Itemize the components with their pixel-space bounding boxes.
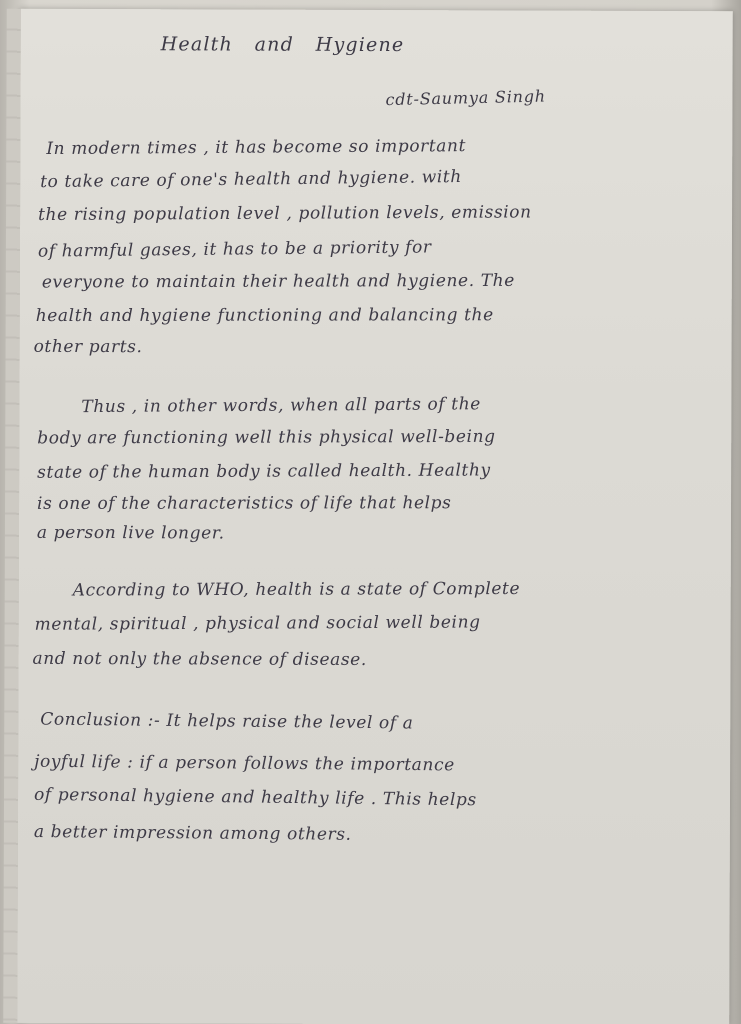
author-name: cdt-Saumya Singh: [385, 86, 547, 110]
text-line: other parts.: [33, 336, 143, 358]
text-line: state of the human body is called health. Healthy: [37, 460, 491, 483]
text-line: According to WHO, health is a state of Complete: [72, 578, 521, 601]
text-line: is one of the characteristics of life that helps: [37, 493, 452, 514]
text-line: of personal hygiene and healthy life . This helps: [33, 784, 477, 811]
text-line: to take care of one's health and hygiene. with: [40, 166, 462, 193]
text-line: a person live longer.: [36, 522, 225, 544]
text-line: everyone to maintain their health and hygiene. The: [41, 270, 515, 293]
essay-title: Health and Hygiene: [160, 33, 405, 57]
text-line: and not only the absence of disease.: [32, 648, 367, 670]
text-line: health and hygiene functioning and balancing the: [35, 305, 494, 327]
handwritten-essay: [21, 9, 733, 845]
notebook-page: [16, 9, 733, 1024]
text-line: the rising population level , pollution levels, emission: [38, 202, 532, 225]
text-line: a better impression among others.: [33, 821, 352, 845]
text-line: joyful life : if a person follows the importance: [34, 751, 455, 776]
text-line: mental, spiritual , physical and social well being: [34, 612, 481, 635]
text-line: Thus , in other words, when all parts of the: [81, 394, 481, 418]
text-line: In modern times , it has become so important: [46, 136, 467, 160]
text-line: Conclusion :- It helps raise the level of a: [40, 709, 414, 734]
text-line: of harmful gases, it has to be a priority for: [37, 237, 432, 262]
text-line: body are functioning well this physical well-being: [37, 426, 496, 449]
